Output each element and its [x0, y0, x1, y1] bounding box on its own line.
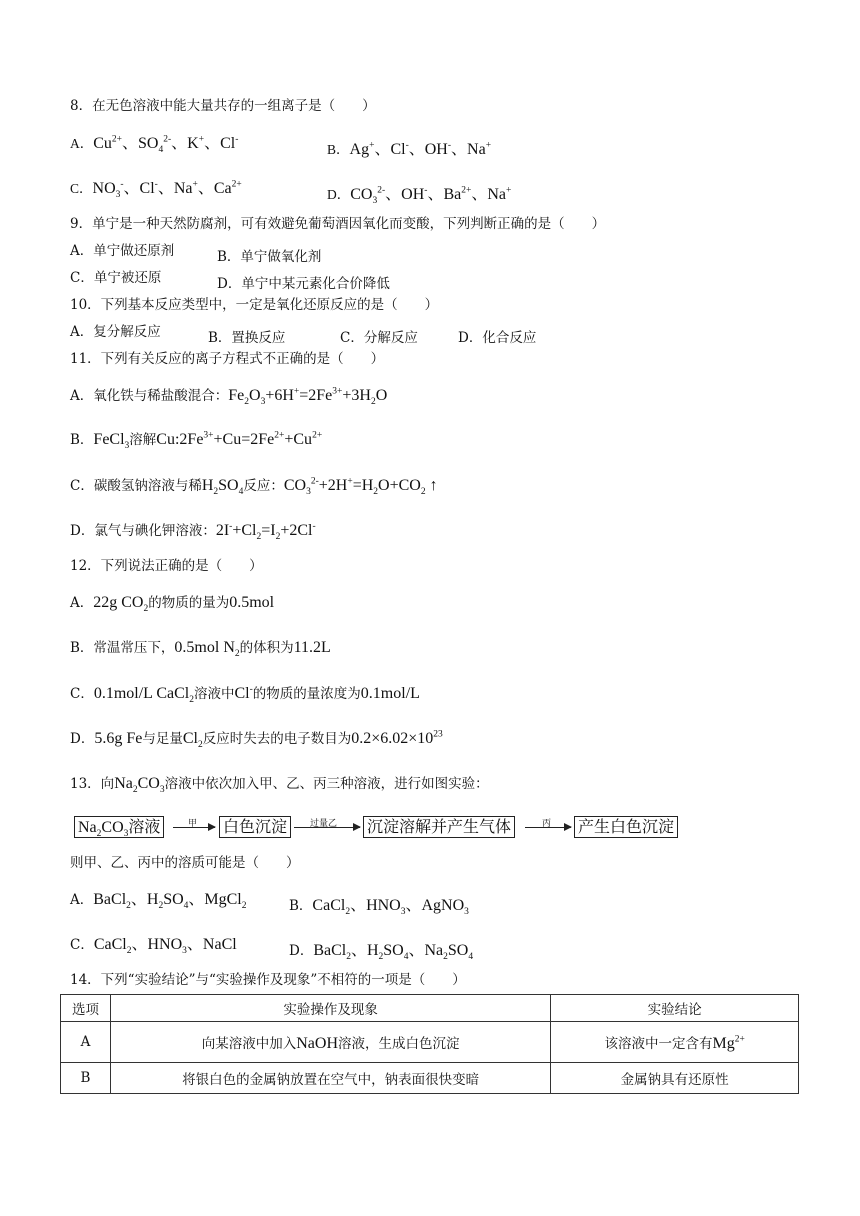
flow-label-1: 甲	[188, 819, 198, 829]
q12-stem: 12．下列说法正确的是（ ）	[70, 558, 263, 574]
q9-stem: 9．单宁是一种天然防腐剂，可有效避免葡萄酒因氧化而变酸，下列判断正确的是（ ）	[70, 216, 606, 232]
q13-option-b: B．CaCl$_2$、$HNO_3$、AgNO$_3$	[289, 897, 469, 918]
q11-option-c: C．碳酸氢钠溶液与稀$H_2SO_4$反应：$CO_3^{2-}+2H^+=H_2O+CO_2$ ↑	[70, 476, 438, 498]
q11-stem: 11．下列有关反应的离子方程式不正确的是（ ）	[70, 351, 385, 367]
q10-option-b: B．置换反应	[208, 330, 286, 346]
table-row	[61, 1063, 799, 1094]
flow-box-start: $Na_2CO_3$溶液	[74, 816, 164, 838]
q13-option-a: A．BaCl$_2$、$H_2SO_4$、MgCl$_2$	[70, 891, 247, 912]
q8-option-b: B．Ag+、Cl-、OH-、Na+	[327, 140, 492, 158]
q11-option-b: B．FeCl$_3$溶解$Cu:2Fe^{3+}+Cu=2Fe^{2+}+Cu^{2+}$	[70, 430, 323, 452]
q12-option-d: D．5.6g Fe与足量$Cl_2$反应时失去的电子数目为$0.2\times 6.02\times 10^{23}$	[70, 729, 443, 751]
q12-option-c: C．0.1mol/L CaCl$_2$溶液中Cl-的物质的量浓度为0.1mol/L	[70, 684, 420, 706]
q13-question: 则甲、乙、丙中的溶质可能是（ ）	[70, 855, 300, 871]
q9-option-b: B．单宁做氧化剂	[217, 249, 322, 265]
q10-stem: 10．下列基本反应类型中，一定是氧化还原反应的是（ ）	[70, 297, 439, 313]
q11-option-a: A．氧化铁与稀盐酸混合：$Fe_2O_3+6H^+=2Fe^{3+}+3H_2O$	[70, 386, 388, 408]
header-option: 选项	[61, 995, 111, 1022]
row-option: B	[61, 1063, 111, 1094]
header-conclusion: 实验结论	[551, 995, 799, 1022]
flow-label-3: 丙	[542, 819, 552, 829]
header-operation: 实验操作及现象	[110, 995, 550, 1022]
row-option: A	[61, 1022, 111, 1063]
q9-option-c: C．单宁被还原	[70, 270, 162, 286]
q13-stem: 13．向$Na_2CO_3$溶液中依次加入甲、乙、丙三种溶液，进行如图实验：	[70, 775, 489, 796]
q13-option-c: C．CaCl$_2$、$HNO_3$、NaCl	[70, 936, 237, 957]
q10-option-a: A．复分解反应	[70, 324, 161, 340]
q8-option-d: D．$CO_3^{2-}$、OH-、$Ba^{2+}$、Na+	[327, 185, 512, 207]
table-header-row	[61, 995, 799, 1022]
q8-option-a: A．$Cu^{2+}$、$SO_4^{2-}$、K+、Cl-	[70, 134, 239, 156]
q10-option-c: C．分解反应	[340, 330, 418, 346]
q14-stem: 14．下列“实验结论”与“实验操作及现象”不相符的一项是（ ）	[70, 972, 466, 988]
q14-table	[60, 994, 799, 1094]
q12-option-a: A．22g $CO_2$的物质的量为0.5mol	[70, 594, 275, 615]
flow-label-2: 过量乙	[310, 819, 338, 829]
q9-option-d: D．单宁中某元素化合价降低	[217, 276, 390, 292]
row-operation: 将银白色的金属钠放置在空气中，钠表面很快变暗	[110, 1063, 550, 1094]
flow-box-4: 产生白色沉淀	[574, 816, 678, 838]
table-row	[61, 1022, 799, 1063]
q8-stem: 8．在无色溶液中能大量共存的一组离子是（ ）	[70, 98, 376, 114]
row-conclusion: 该溶液中一定含有$Mg^{2+}$	[551, 1022, 799, 1063]
q13-flow-diagram	[70, 812, 710, 842]
flow-box-2: 白色沉淀	[219, 816, 291, 838]
flow-box-3: 沉淀溶解并产生气体	[363, 816, 515, 838]
q13-option-d: D．BaCl$_2$、$H_2SO_4$、$Na_2SO_4$	[289, 942, 474, 963]
q11-option-d: D．氯气与碘化钾溶液：$2I^-+Cl_2=I_2+2Cl^-$	[70, 521, 316, 543]
row-operation: 向某溶液中加入NaOH溶液，生成白色沉淀	[110, 1022, 550, 1063]
q9-option-a: A．单宁做还原剂	[70, 243, 175, 259]
q12-option-b: B．常温常压下，0.5mol $N_2$的体积为11.2L	[70, 639, 331, 660]
row-conclusion: 金属钠具有还原性	[551, 1063, 799, 1094]
q10-option-d: D．化合反应	[458, 330, 537, 346]
q8-option-c: C．$NO_3^-$、Cl-、Na+、$Ca^{2+}$	[70, 179, 242, 201]
